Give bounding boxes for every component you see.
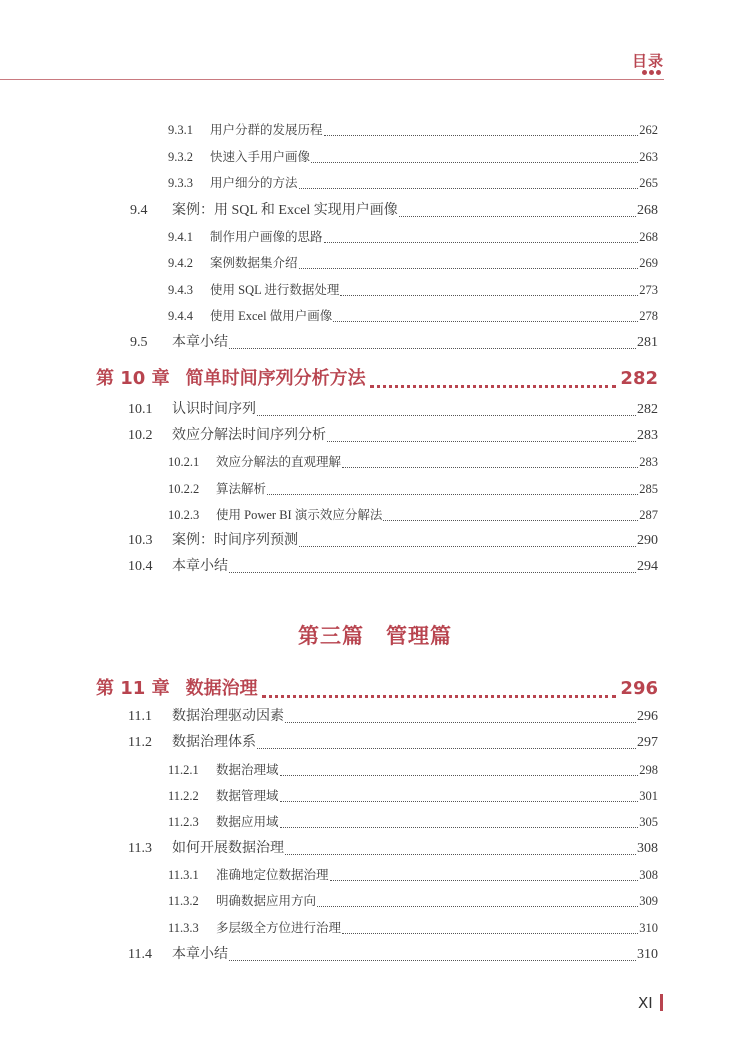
toc-entry-9-3-3[interactable]	[168, 173, 658, 193]
toc-entry-title: 使用 Excel 做用户画像	[210, 309, 333, 323]
toc-entry-11-4[interactable]	[128, 945, 658, 965]
dot-leader	[399, 216, 636, 217]
toc-entry-page: 287	[639, 508, 658, 522]
toc-entry-title: 用户细分的方法	[210, 176, 298, 190]
header-rule	[0, 79, 664, 80]
toc-entry-number: 10.2.2	[168, 482, 200, 496]
toc-entry-number: 11.2.1	[168, 763, 199, 777]
toc-entry-number: 10.2	[128, 428, 153, 443]
dot-leader	[257, 415, 636, 416]
toc-entry-page: 268	[639, 230, 658, 244]
running-header-title: 目录	[632, 52, 665, 70]
toc-entry-page: 283	[637, 428, 658, 443]
dot-leader	[333, 321, 638, 322]
dot-leader	[342, 933, 638, 934]
toc-entry-10-2-2[interactable]	[168, 479, 658, 499]
toc-entry-number: 11.1	[128, 709, 152, 724]
toc-entry-title: 数据应用域	[216, 815, 279, 829]
toc-entry-title: 多层级全方位进行治理	[216, 921, 342, 935]
part-title: 第三篇 管理篇	[298, 624, 452, 648]
dot-leader	[340, 295, 638, 296]
toc-entry-page: 298	[639, 763, 658, 777]
chapter-number: 第 11 章	[96, 678, 170, 699]
dot-leader	[342, 467, 638, 468]
toc-entry-title: 使用 SQL 进行数据处理	[210, 283, 340, 297]
toc-chapter-11[interactable]	[96, 676, 658, 702]
toc-entry-9-4[interactable]	[130, 201, 658, 221]
toc-entry-page: 269	[639, 256, 658, 270]
toc-entry-title: 快速入手用户画像	[210, 150, 311, 164]
toc-entry-10-4[interactable]	[128, 557, 658, 577]
toc-entry-9-4-1[interactable]	[168, 227, 658, 247]
toc-entry-page: 297	[637, 735, 658, 750]
toc-entry-number: 11.3.2	[168, 894, 199, 908]
toc-entry-11-2[interactable]	[128, 733, 658, 753]
toc-entry-number: 9.4.2	[168, 256, 193, 270]
toc-entry-11-1[interactable]	[128, 707, 658, 727]
toc-entry-number: 9.3.3	[168, 176, 193, 190]
toc-entry-10-1[interactable]	[128, 400, 658, 420]
dot-leader	[370, 385, 617, 388]
dot-leader	[324, 242, 639, 243]
toc-entry-number: 11.2	[128, 735, 152, 750]
dot-leader	[299, 268, 639, 269]
toc-entry-number: 10.1	[128, 402, 153, 417]
toc-entry-page: 294	[637, 559, 658, 574]
toc-entry-11-2-2[interactable]	[168, 786, 658, 806]
toc-entry-page: 282	[637, 402, 658, 417]
toc-entry-number: 9.5	[130, 335, 148, 350]
toc-entry-title: 案例数据集介绍	[210, 256, 298, 270]
page-folio: XI	[638, 994, 653, 1012]
dot-leader	[267, 494, 638, 495]
toc-entry-page: 301	[639, 789, 658, 803]
toc-entry-number: 11.4	[128, 947, 152, 962]
chapter-page: 296	[620, 678, 658, 699]
toc-entry-page: 268	[637, 203, 658, 218]
toc-entry-number: 11.3	[128, 841, 152, 856]
toc-entry-number: 11.2.2	[168, 789, 199, 803]
toc-entry-number: 10.3	[128, 533, 153, 548]
toc-entry-number: 9.4.4	[168, 309, 193, 323]
toc-entry-page: 281	[637, 335, 658, 350]
header-dots-ornament	[642, 70, 661, 75]
toc-entry-page: 262	[639, 123, 658, 137]
toc-entry-number: 11.2.3	[168, 815, 199, 829]
dot-leader	[229, 348, 636, 349]
dot-leader	[330, 880, 639, 881]
toc-entry-number: 10.2.3	[168, 508, 200, 522]
toc-entry-number: 10.2.1	[168, 455, 200, 469]
toc-entry-number: 9.3.1	[168, 123, 193, 137]
toc-chapter-10[interactable]	[96, 366, 658, 392]
toc-entry-title: 数据管理域	[216, 789, 279, 803]
toc-entry-title: 如何开展数据治理	[172, 841, 284, 856]
toc-entry-9-3-1[interactable]	[168, 120, 658, 140]
toc-entry-page: 310	[637, 947, 658, 962]
toc-entry-10-3[interactable]	[128, 531, 658, 551]
toc-entry-page: 290	[637, 533, 658, 548]
toc-entry-title: 效应分解法时间序列分析	[172, 428, 326, 443]
dot-leader	[285, 722, 636, 723]
toc-entry-10-2[interactable]	[128, 426, 658, 446]
toc-entry-title: 准确地定位数据治理	[216, 868, 329, 882]
dot-leader	[324, 135, 639, 136]
folio-bar	[660, 994, 663, 1011]
toc-entry-page: 285	[639, 482, 658, 496]
toc-entry-page: 305	[639, 815, 658, 829]
toc-entry-9-4-3[interactable]	[168, 280, 658, 300]
toc-entry-number: 9.4.3	[168, 283, 193, 297]
dot-leader	[262, 695, 617, 698]
toc-entry-number: 9.4	[130, 203, 148, 218]
toc-entry-11-2-1[interactable]	[168, 760, 658, 780]
dot-leader	[280, 775, 639, 776]
toc-entry-page: 278	[639, 309, 658, 323]
toc-entry-title: 本章小结	[172, 947, 228, 962]
toc-entry-title: 用户分群的发展历程	[210, 123, 323, 137]
dot-leader	[280, 801, 639, 802]
toc-entry-page: 309	[639, 894, 658, 908]
dot-leader	[280, 827, 639, 828]
dot-leader	[285, 854, 636, 855]
toc-entry-title: 使用 Power BI 演示效应分解法	[216, 508, 383, 522]
dot-leader	[299, 546, 636, 547]
dot-leader	[383, 520, 638, 521]
toc-entry-10-2-1[interactable]	[168, 452, 658, 472]
chapter-title: 数据治理	[185, 678, 258, 699]
toc-entry-9-5[interactable]	[130, 333, 658, 353]
dot-leader	[229, 572, 636, 573]
toc-entry-11-3-2[interactable]	[168, 891, 658, 911]
chapter-number: 第 10 章	[96, 368, 170, 389]
dot-leader	[229, 960, 636, 961]
toc-entry-9-4-2[interactable]	[168, 253, 658, 273]
toc-entry-10-2-3[interactable]	[168, 505, 658, 525]
toc-entry-title: 数据治理体系	[172, 735, 256, 750]
toc-entry-page: 263	[639, 150, 658, 164]
toc-entry-page: 273	[639, 283, 658, 297]
toc-entry-11-3[interactable]	[128, 839, 658, 859]
toc-entry-title: 本章小结	[172, 559, 228, 574]
toc-entry-page: 265	[639, 176, 658, 190]
toc-entry-9-4-4[interactable]	[168, 306, 658, 326]
toc-entry-title: 案例：用 SQL 和 Excel 实现用户画像	[172, 203, 398, 218]
dot-leader	[311, 162, 638, 163]
toc-entry-page: 308	[637, 841, 658, 856]
toc-entry-page: 283	[639, 455, 658, 469]
toc-entry-title: 制作用户画像的思路	[210, 230, 323, 244]
toc-entry-11-3-3[interactable]	[168, 918, 658, 938]
toc-entry-title: 案例：时间序列预测	[172, 533, 298, 548]
chapter-page: 282	[620, 368, 658, 389]
toc-entry-number: 11.3.3	[168, 921, 199, 935]
toc-entry-11-2-3[interactable]	[168, 812, 658, 832]
toc-entry-number: 10.4	[128, 559, 153, 574]
toc-entry-title: 明确数据应用方向	[216, 894, 317, 908]
toc-entry-number: 11.3.1	[168, 868, 199, 882]
toc-entry-11-3-1[interactable]	[168, 865, 658, 885]
toc-entry-title: 效应分解法的直观理解	[216, 455, 342, 469]
chapter-title: 简单时间序列分析方法	[185, 368, 366, 389]
toc-entry-title: 数据治理驱动因素	[172, 709, 284, 724]
toc-entry-number: 9.4.1	[168, 230, 193, 244]
toc-entry-title: 数据治理域	[216, 763, 279, 777]
toc-entry-page: 308	[639, 868, 658, 882]
toc-entry-number: 9.3.2	[168, 150, 193, 164]
toc-entry-title: 本章小结	[172, 335, 228, 350]
toc-entry-page: 296	[637, 709, 658, 724]
dot-leader	[299, 188, 639, 189]
dot-leader	[257, 748, 636, 749]
toc-entry-title: 算法解析	[216, 482, 267, 496]
dot-leader	[317, 906, 638, 907]
toc-entry-page: 310	[639, 921, 658, 935]
toc-entry-title: 认识时间序列	[172, 402, 256, 417]
toc-entry-9-3-2[interactable]	[168, 147, 658, 167]
dot-leader	[327, 441, 636, 442]
